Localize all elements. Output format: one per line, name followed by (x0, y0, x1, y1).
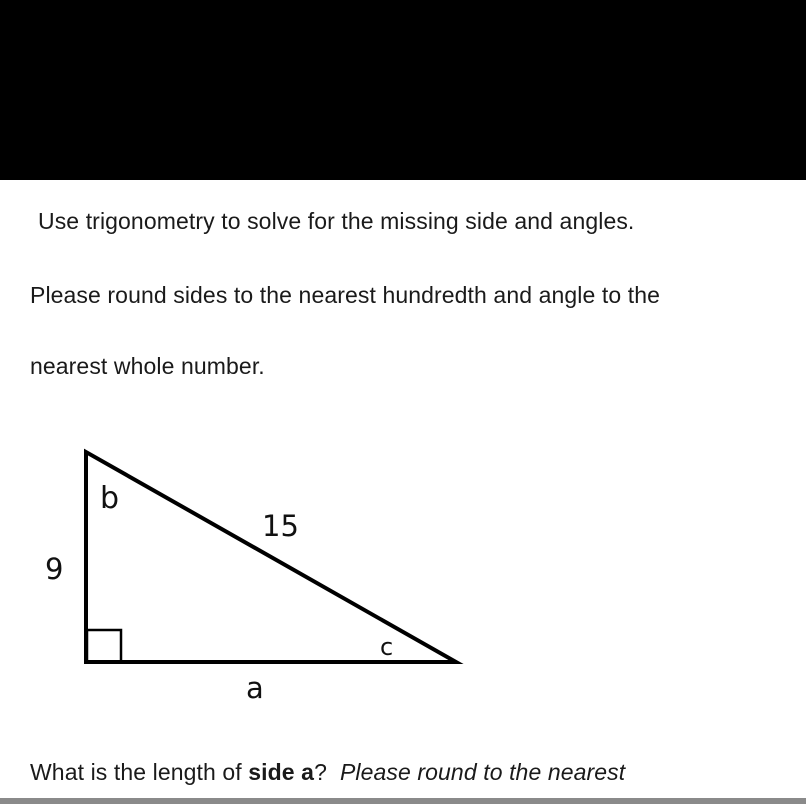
angle-label-right: c (380, 633, 394, 661)
question-italic: Please round to the nearest (339, 759, 626, 785)
right-angle-marker (87, 630, 121, 662)
question-text (30, 759, 625, 786)
angle-label-top: b (100, 481, 120, 516)
question-prefix: What is the length of (30, 759, 249, 785)
bottom-rule (0, 798, 806, 804)
question-mark: ? (314, 759, 327, 785)
instruction-line-3: nearest whole number. (30, 353, 265, 379)
instruction-line-1: Use trigonometry to solve for the missing side and angles. (38, 208, 635, 234)
question-bold: side a (248, 759, 315, 785)
side-label-vertical: 9 (45, 552, 64, 586)
instruction-line-2: Please round sides to the nearest hundredth and angle to the (30, 282, 661, 308)
right-triangle (86, 452, 456, 662)
side-label-bottom: a (246, 671, 264, 705)
side-label-hypotenuse: 15 (262, 509, 299, 543)
